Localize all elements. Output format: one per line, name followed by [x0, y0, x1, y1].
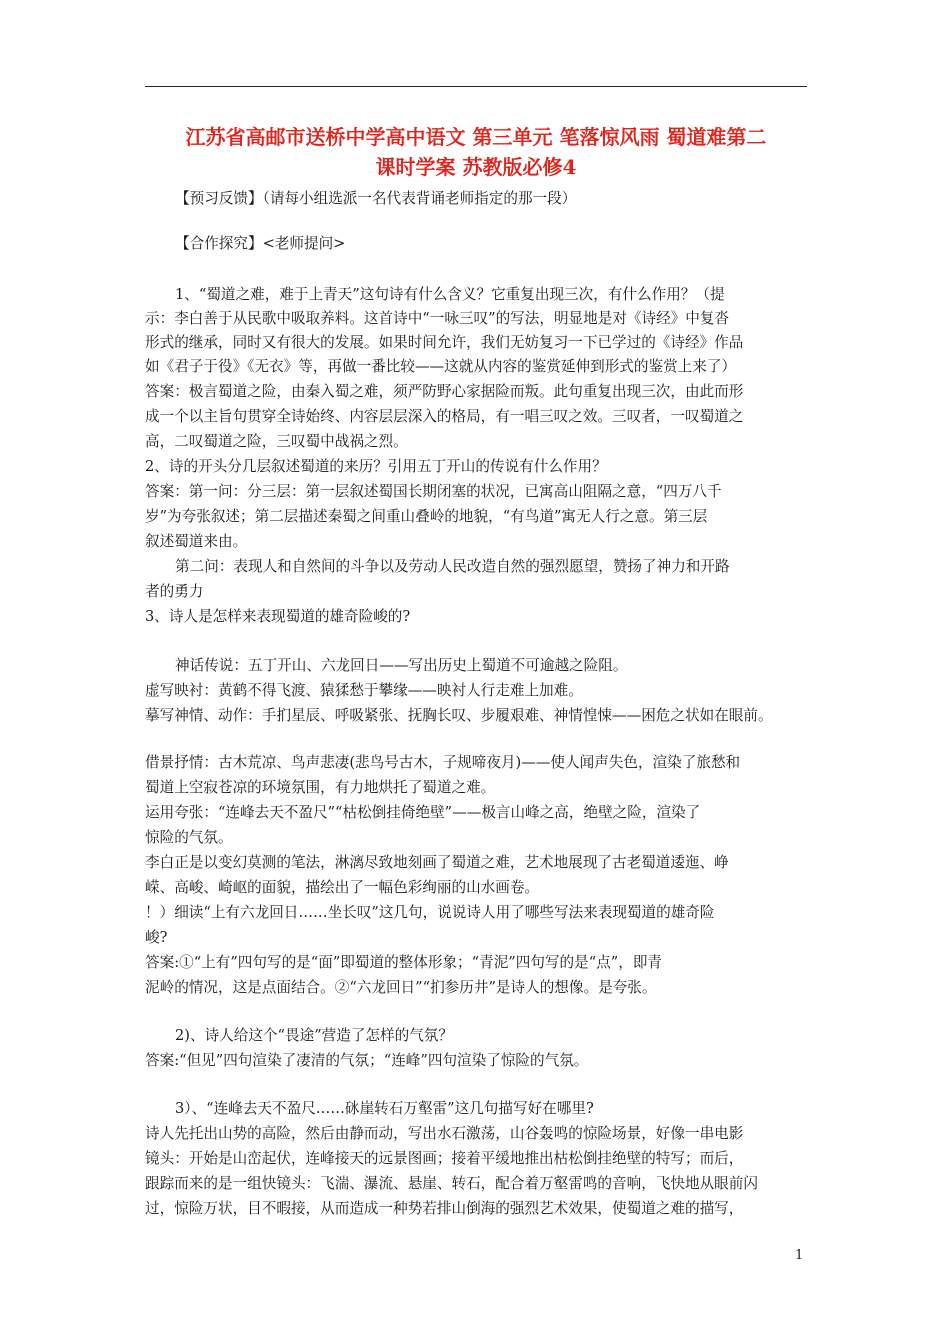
text-line: 答案：极言蜀道之险，由秦入蜀之难，须严防野心家据险而叛。此句重复出现三次，由此而形: [145, 383, 744, 400]
text-line: 【合作探究】<老师提问>: [175, 235, 346, 252]
text-line: 借景抒情：古木荒凉、鸟声悲凄(悲鸟号古木，子规啼夜月)——使人闻声失色，渲染了旅愁和: [145, 754, 741, 771]
text-line: 答案:①“上有”四句写的是“面”即蜀道的整体形象；“青泥”四句写的是“点”，即青: [145, 954, 663, 971]
text-line: 1、“蜀道之难，难于上青天”这句诗有什么含义？它重复出现三次，有什么作用？（提: [175, 286, 725, 303]
text-line: 李白正是以变幻莫测的笔法，淋漓尽致地刻画了蜀道之难，艺术地展现了古老蜀道逶迤、峥: [145, 854, 729, 871]
text-line: 跟踪而来的是一组快镜头：飞湍、瀑流、悬崖、转石，配合着万壑雷鸣的音响，飞快地从眼前闪: [145, 1175, 758, 1192]
document-title: [140, 122, 812, 182]
text-line: 示：李白善于从民歌中吸取养料。这首诗中“一咏三叹”的写法，明显地是对《诗经》中复沓: [145, 310, 730, 327]
text-line: 答案:“但见”四句渲染了凄清的气氛；“连峰”四句渲染了惊险的气氛。: [145, 1052, 589, 1069]
text-line: 叙述蜀道来由。: [145, 533, 248, 550]
text-line: 蜀道上空寂苍凉的环境氛围，有力地烘托了蜀道之难。: [145, 779, 496, 796]
text-line: 形式的继承，同时又有很大的发展。如果时间允许，我们无妨复习一下已学过的《诗经》作品: [145, 334, 744, 351]
text-line: 者的勇力: [145, 583, 204, 600]
text-line: ！）细读“上有六龙回日……坐长叹”这几句，说说诗人用了哪些写法来表现蜀道的雄奇险: [145, 904, 715, 921]
text-line: 运用夸张：“连峰去天不盈尺”“枯松倒挂倚绝壁”——极言山峰之高，绝壁之险，渲染了: [145, 804, 701, 821]
text-line: 如《君子于役》《无衣》等，再做一番比较——这就从内容的鉴赏延伸到形式的鉴赏上来了）: [145, 358, 737, 375]
text-line: 成一个以主旨句贯穿全诗始终、内容层层深入的格局，有一唱三叹之效。三叹者，一叹蜀道之: [145, 408, 744, 425]
header-rule: [145, 86, 807, 87]
page-number: 1: [795, 1248, 804, 1263]
text-line: 泥岭的情况，这是点面结合。②“六龙回日”“扪参历井”是诗人的想像。是夸张。: [145, 979, 657, 996]
text-line: 过，惊险万状，目不暇接，从而造成一种势若排山倒海的强烈艺术效果，使蜀道之难的描写，: [145, 1200, 744, 1217]
text-line: 答案：第一问：分三层：第一层叙述蜀国长期闭塞的状况，已寓高山阻隔之意，“四万八千: [145, 483, 722, 500]
text-line: 第二问：表现人和自然间的斗争以及劳动人民改造自然的强烈愿望，赞扬了神力和开路: [175, 558, 730, 575]
text-line: 峻?: [145, 929, 168, 946]
text-line: 2、诗的开头分几层叙述蜀道的来历？引用五丁开山的传说有什么作用？: [145, 458, 607, 475]
text-line: 3、诗人是怎样来表现蜀道的雄奇险峻的?: [145, 608, 411, 625]
text-line: 诗人先托出山势的高险，然后由静而动，写出水石激荡，山谷轰鸣的惊险场景，好像一串电影: [145, 1125, 744, 1142]
text-line: 虚写映衬：黄鹤不得飞渡、猿猱愁于攀缘——映衬人行走难上加难。: [145, 682, 583, 699]
text-line: 2)、诗人给这个“畏途”营造了怎样的气氛？: [175, 1027, 453, 1044]
text-line: 神话传说：五丁开山、六龙回日——写出历史上蜀道不可逾越之险阻。: [175, 657, 628, 674]
text-line: 惊险的气氛。: [145, 829, 233, 846]
text-line: 嵘、高峻、崎岖的面貌，描绘出了一幅色彩绚丽的山水画卷。: [145, 879, 540, 896]
text-line: 高，二叹蜀道之险，三叹蜀中战祸之烈。: [145, 433, 408, 450]
text-line: 【预习反馈】（请每小组选派一名代表背诵老师指定的那一段）: [175, 190, 577, 207]
title-line-2: 课时学案 苏教版必修4: [375, 155, 577, 179]
text-line: 3）、“连峰去天不盈尺……砯崖转石万壑雷”这几句描写好在哪里?: [175, 1100, 594, 1117]
text-line: 岁”为夸张叙述；第二层描述秦蜀之间重山叠岭的地貌，“有鸟道”寓无人行之意。第三层: [145, 508, 708, 525]
title-line-1: 江苏省高邮市送桥中学高中语文 第三单元 笔落惊风雨 蜀道难第二: [185, 125, 767, 149]
text-line: 镜头：开始是山峦起伏，连峰接天的远景图画；接着平缓地推出枯松倒挂绝壁的特写；而后，: [145, 1150, 744, 1167]
text-line: 摹写神情、动作：手扪星辰、呼吸紧张、抚胸长叹、步履艰难、神情惶悚——困危之状如在眼前。: [145, 707, 773, 724]
